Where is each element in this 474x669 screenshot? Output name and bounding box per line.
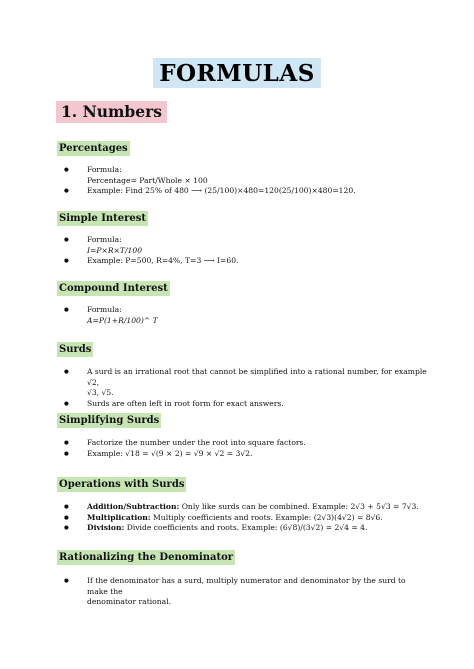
heading-simple-interest: Simple Interest: [59, 213, 147, 224]
simplifying-step: Factorize the number under the root into square factors.: [87, 438, 306, 447]
heading-compound-interest: Compound Interest: [59, 283, 168, 294]
rationalizing-rule-cont: denominator rational.: [87, 597, 172, 606]
section-simplifying-surds: [57, 408, 427, 459]
list-item: [57, 165, 427, 186]
list-item: [57, 438, 427, 449]
simple-interest-formula-label: ● Formula:: [87, 235, 122, 244]
simple-interest-formula: I=P×R×T/100: [87, 245, 143, 255]
operation-text-multiplication: Multiply coefficients and roots. Example: (2√3)(4√2) = 8√6.: [150, 512, 383, 522]
section-simple-interest: [57, 206, 427, 267]
operation-text-addition: Only like surds can be combined. Example: 2√3 + 5√3 = 7√3.: [179, 502, 419, 511]
rationalizing-rule: ● If the denominator has a surd, multiply numerator and denominator by the surd to make the: [87, 576, 406, 596]
list-item: [57, 305, 427, 326]
section-surds: [57, 337, 427, 409]
list-item: [57, 256, 427, 267]
operation-label-multiplication: Multiplication:: [87, 512, 151, 522]
list-item: [57, 186, 427, 197]
heading-surds: Surds: [59, 344, 92, 355]
surds-definition: ● A surd is an irrational root that cannot be simplified into a rational number, for example √2,: [87, 367, 427, 387]
list-item: [57, 235, 427, 256]
list-item: [57, 513, 427, 524]
percentage-example: Example: Find 25% of 480 ⟶ (25/100)×480=120(25/100)×480=120.: [87, 186, 356, 195]
surds-definition-cont: √3, √5.: [87, 388, 114, 397]
page-title: FORMULAS: [153, 58, 321, 88]
percentage-formula-label: ● Formula:: [87, 165, 122, 174]
operation-label-division: Division:: [87, 523, 125, 532]
list-item: [57, 449, 427, 460]
page-title-wrap: [0, 58, 474, 88]
operation-label-addition: Addition/Subtraction:: [87, 502, 180, 511]
section-heading-numbers: 1. Numbers: [56, 101, 167, 123]
section-rationalizing: [57, 545, 427, 608]
surds-note: Surds are often left in root form for exact answers.: [87, 398, 284, 408]
list-item: [57, 523, 427, 534]
list-item: [57, 367, 427, 399]
heading-simplifying-surds: Simplifying Surds: [59, 415, 160, 426]
section-operations-surds: [57, 472, 427, 534]
operation-text-division: Divide coefficients and roots. Example: (6√8)/(3√2) = 2√4 = 4.: [124, 523, 368, 532]
compound-interest-formula-label: ● Formula:: [87, 305, 122, 314]
list-item: [57, 502, 427, 513]
heading-percentages: Percentages: [59, 143, 128, 154]
heading-operations-surds: Operations with Surds: [59, 479, 185, 490]
list-item: [57, 576, 427, 608]
heading-rationalizing: Rationalizing the Denominator: [59, 552, 234, 563]
section-percentages: [57, 136, 427, 197]
simple-interest-example: Example: P=500, R=4%, T=3 ⟶ I=60.: [87, 256, 239, 265]
percentage-formula: Percentage= Part/Whole × 100: [87, 175, 208, 185]
compound-interest-formula: A=P(1+R/100)^ T: [87, 315, 158, 325]
section-compound-interest: [57, 276, 427, 326]
simplifying-example: Example: √18 = √(9 × 2) = √9 × √2 = 3√2.: [87, 448, 253, 458]
